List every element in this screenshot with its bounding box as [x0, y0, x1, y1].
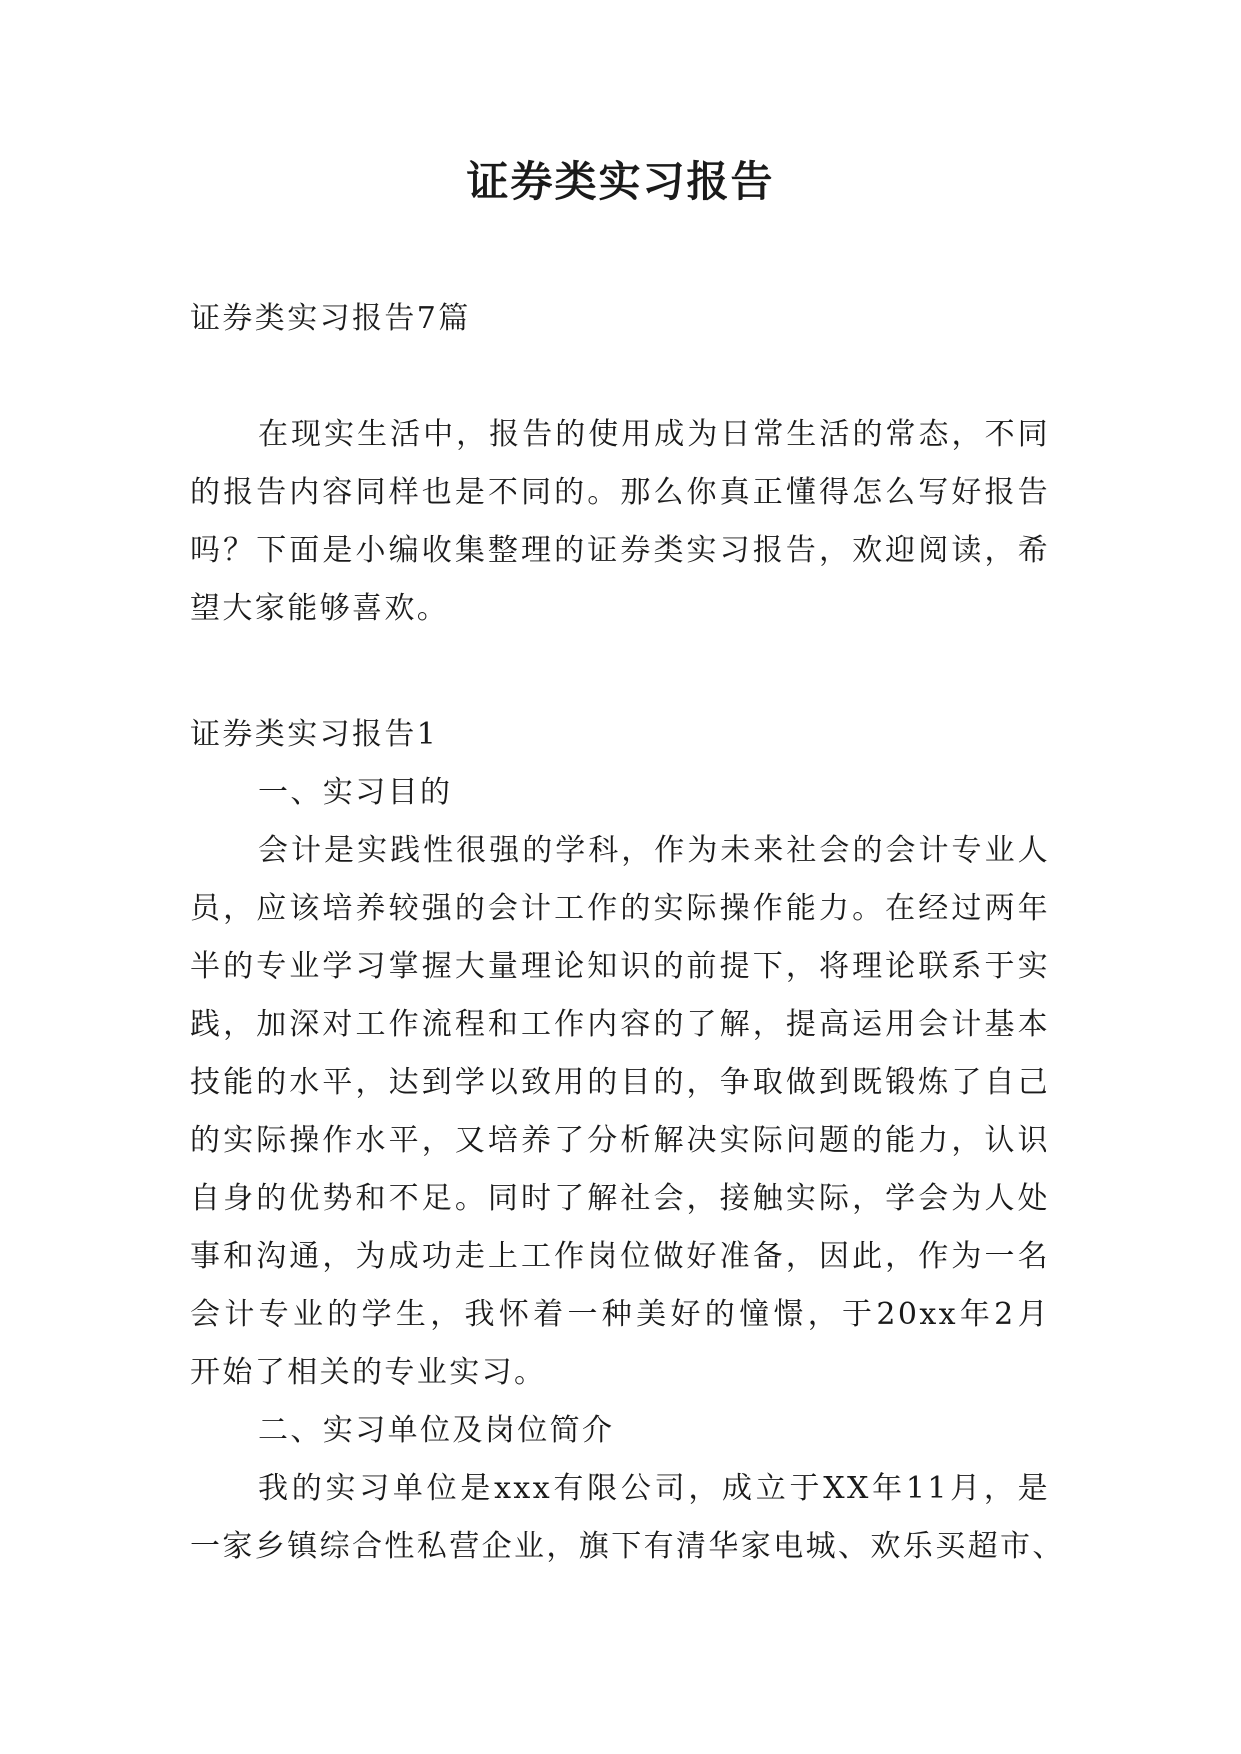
unit-paragraph	[190, 1460, 1065, 1576]
paragraph-line: 自身的优势和不足。同时了解社会，接触实际，学会为人处	[190, 1181, 1050, 1216]
intro-line: 望大家能够喜欢。	[190, 591, 450, 626]
intro-paragraph	[190, 406, 1050, 638]
paragraph-line: 践，加深对工作流程和工作内容的了解，提高运用会计基本	[190, 1007, 1050, 1042]
paragraph-line: 我的实习单位是xxx有限公司，成立于XX年11月，是	[258, 1471, 1050, 1506]
paragraph-line: 事和沟通，为成功走上工作岗位做好准备，因此，作为一名	[190, 1239, 1050, 1274]
section-title: 证券类实习报告1	[190, 717, 439, 752]
document-body	[190, 290, 1065, 1576]
paragraph-line: 半的专业学习掌握大量理论知识的前提下，将理论联系于实	[190, 949, 1050, 984]
paragraph-line: 一家乡镇综合性私营企业，旗下有清华家电城、欢乐买超市、	[190, 1529, 1065, 1564]
paragraph-line: 技能的水平，达到学以致用的目的，争取做到既锻炼了自己	[190, 1065, 1050, 1100]
paragraph-line: 会计专业的学生，我怀着一种美好的憧憬，于20xx年2月	[190, 1297, 1050, 1332]
report-section	[190, 706, 1065, 1576]
paragraph-line: 开始了相关的专业实习。	[190, 1355, 547, 1390]
paragraph-line: 会计是实践性很强的学科，作为未来社会的会计专业人	[258, 833, 1050, 868]
heading-internship-purpose: 一、实习目的	[258, 775, 453, 810]
purpose-paragraph	[190, 822, 1050, 1402]
document-subtitle: 证券类实习报告7篇	[190, 301, 471, 336]
intro-line: 吗？下面是小编收集整理的证券类实习报告，欢迎阅读，希	[190, 533, 1050, 568]
paragraph-line: 员，应该培养较强的会计工作的实际操作能力。在经过两年	[190, 891, 1050, 926]
document-title: 证券类实习报告	[466, 157, 775, 206]
heading-unit-intro: 二、实习单位及岗位简介	[258, 1413, 615, 1448]
intro-line: 的报告内容同样也是不同的。那么你真正懂得怎么写好报告	[190, 475, 1050, 510]
paragraph-line: 的实际操作水平，又培养了分析解决实际问题的能力，认识	[190, 1123, 1050, 1158]
intro-line: 在现实生活中，报告的使用成为日常生活的常态，不同	[258, 417, 1050, 452]
